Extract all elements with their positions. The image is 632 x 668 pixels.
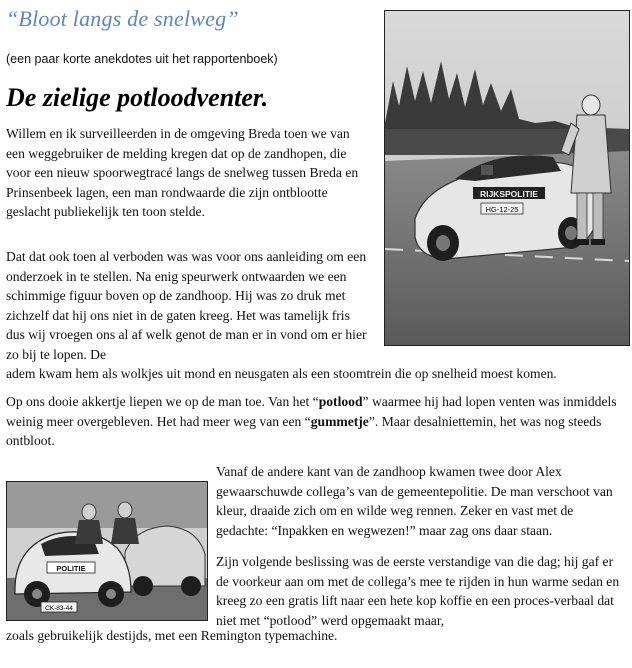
article-title: “Bloot langs de snelweg” xyxy=(6,6,239,31)
beetle-door-text: POLITIE xyxy=(56,564,86,573)
paragraph-3-text-end: ”. Maar desalniettemin, het was nog steeds ontbloot. xyxy=(6,413,602,448)
porsche-photo-illustration xyxy=(385,11,629,345)
article-subtitle: (een paar korte anekdotes uit het rapportenboek) xyxy=(6,52,278,66)
license-plate: HG-12-25 xyxy=(485,205,519,214)
story-heading: De zielige potloodventer. xyxy=(6,83,269,112)
paragraph-3-text-start: Op ons dooie akkertje liepen we op de man toe. Van het “ xyxy=(6,394,319,409)
paragraph-5-continued: zoals gebruikelijk destijds, met een Remington typemachine. xyxy=(6,628,338,643)
photo-vw-beetle-police-car xyxy=(6,481,208,621)
paragraph-2-continued: adem kwam hem als wolkjes uit mond en neusgaten als een stoomtrein die op snelheid moest komen. xyxy=(6,366,557,381)
photo-porsche-police-car xyxy=(384,10,630,346)
paragraph-2: Dat dat ook toen al verboden was was voor ons aanleiding om een onderzoek in te stellen. Na enig speurwerk ontwaarden we een schimmige figuur boven op de zandhoop. Hij was zo druk met zichzelf dat hij ons niet in de gaten kreeg. Het was tamelijk fris dus wij vroegen ons al af welk genot de man er in vond om er hier zo bij te lopen. De xyxy=(6,249,367,362)
paragraph-5: Zijn volgende beslissing was de eerste verstandige van die dag; hij gaf er de voorkeur aan om met de collega’s mee te rijden in hun warme sedan en kreeg zo een gratis lift naar een hete kop koffie en een proces-verbaal dat niet met “potlood” werd opgemaakt maar, xyxy=(216,554,620,628)
paragraph-3 xyxy=(6,392,628,451)
paragraph-3-text-middle: ” waarmee hij had lopen venten was inmiddels weinig meer overgebleven. Het had meer weg van een “ xyxy=(6,394,617,429)
car-door-text: RIJKSPOLITIE xyxy=(479,189,539,199)
emphasis-potlood: potlood xyxy=(318,394,363,409)
emphasis-gummetje: gummetje xyxy=(310,413,369,429)
paragraph-1: Willem en ik surveilleerden in de omgeving Breda toen we van een weggebruiker de melding kregen dat op de zandhopen, die voor een nieuw spoorwegtracé langs de snelweg tussen Breda en Prinsenbeek lagen, een man rondwaarde die zijn ontblootte geslacht publiekelijk ten toon stelde. xyxy=(6,126,359,219)
beetle-photo-illustration xyxy=(7,482,207,620)
paragraph-4: Vanaf de andere kant van de zandhoop kwamen twee door Alex gewaarschuwde collega’s van de gemeentepolitie. De man verschoot van kleur, draaide zich om en wilde weg rennen. Zeker en vast met de gedachte: “Inpakken en wegwezen!” maar zag ons daar staan. xyxy=(216,464,613,538)
beetle-license-plate: CK-83-44 xyxy=(45,605,73,612)
